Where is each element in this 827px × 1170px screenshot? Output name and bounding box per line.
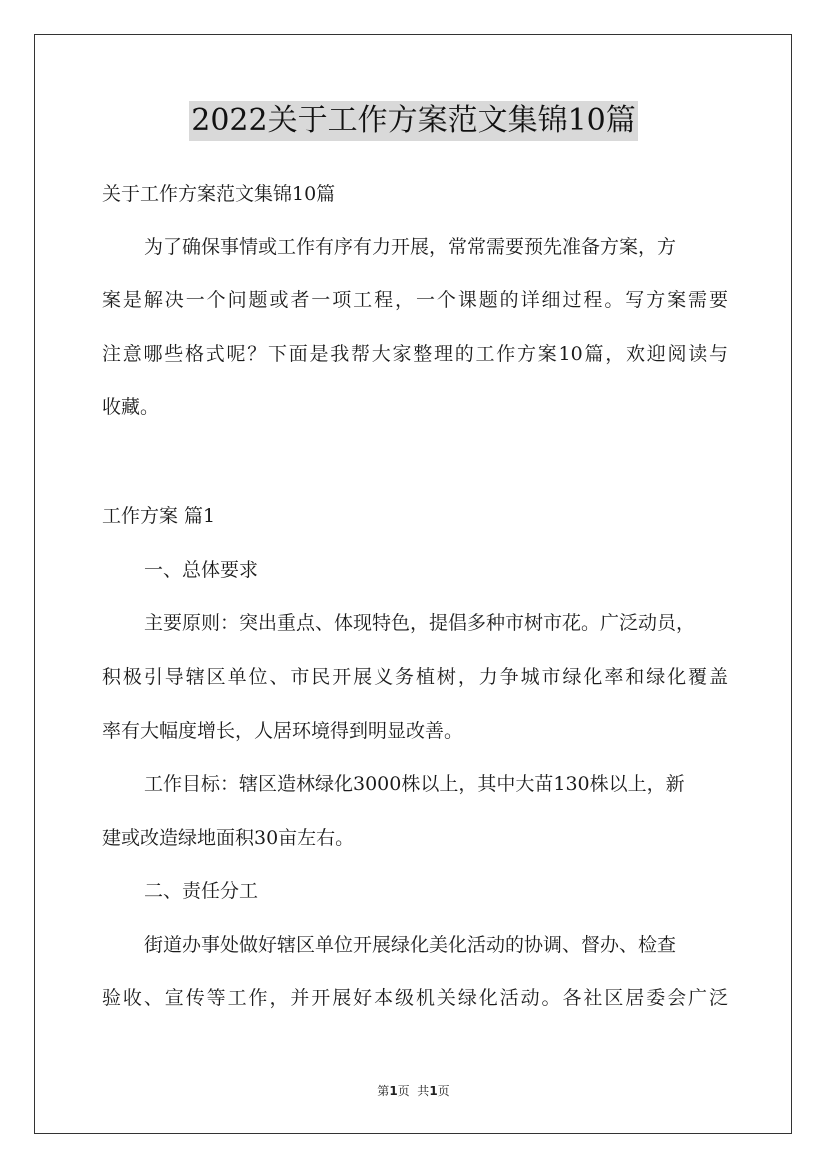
paragraph-line: 案是解决一个问题或者一项工程，一个课题的详细过程。写方案需要	[102, 289, 728, 311]
paragraph-line: 积极引导辖区单位、市民开展义务植树，力争城市绿化率和绿化覆盖	[102, 666, 728, 688]
paragraph-line: 收藏。	[102, 396, 160, 418]
paragraph-line: 街道办事处做好辖区单位开展绿化美化活动的协调、督办、检查	[144, 934, 677, 956]
footer-label-mid: 页 共	[397, 1084, 430, 1098]
paragraph-line: 为了确保事情或工作有序有力开展，常常需要预先准备方案，方	[144, 236, 677, 258]
page-footer	[0, 1083, 827, 1099]
document-title: 2022关于工作方案范文集锦10篇	[189, 101, 638, 141]
footer-label-post: 页	[437, 1084, 450, 1098]
paragraph-line: 建或改造绿地面积30亩左右。	[102, 827, 355, 849]
paragraph-line: 主要原则：突出重点、体现特色，提倡多种市树市花。广泛动员，	[144, 612, 696, 634]
section-heading: 工作方案 篇1	[102, 505, 216, 527]
footer-label-pre: 第	[377, 1084, 390, 1098]
paragraph-line: 注意哪些格式呢？下面是我帮大家整理的工作方案10篇，欢迎阅读与	[102, 343, 728, 365]
footer-page-total: 1	[429, 1084, 438, 1098]
document-subtitle: 关于工作方案范文集锦10篇	[102, 183, 336, 205]
subsection-heading: 一、总体要求	[144, 559, 259, 581]
paragraph-line: 验收、宣传等工作，并开展好本级机关绿化活动。各社区居委会广泛	[102, 987, 728, 1009]
subsection-heading: 二、责任分工	[144, 880, 259, 902]
footer-page-current: 1	[389, 1084, 398, 1098]
paragraph-line: 工作目标：辖区造林绿化3000株以上，其中大苗130株以上，新	[144, 773, 685, 795]
title-wrap	[0, 101, 827, 141]
paragraph-line: 率有大幅度增长，人居环境得到明显改善。	[102, 720, 464, 742]
